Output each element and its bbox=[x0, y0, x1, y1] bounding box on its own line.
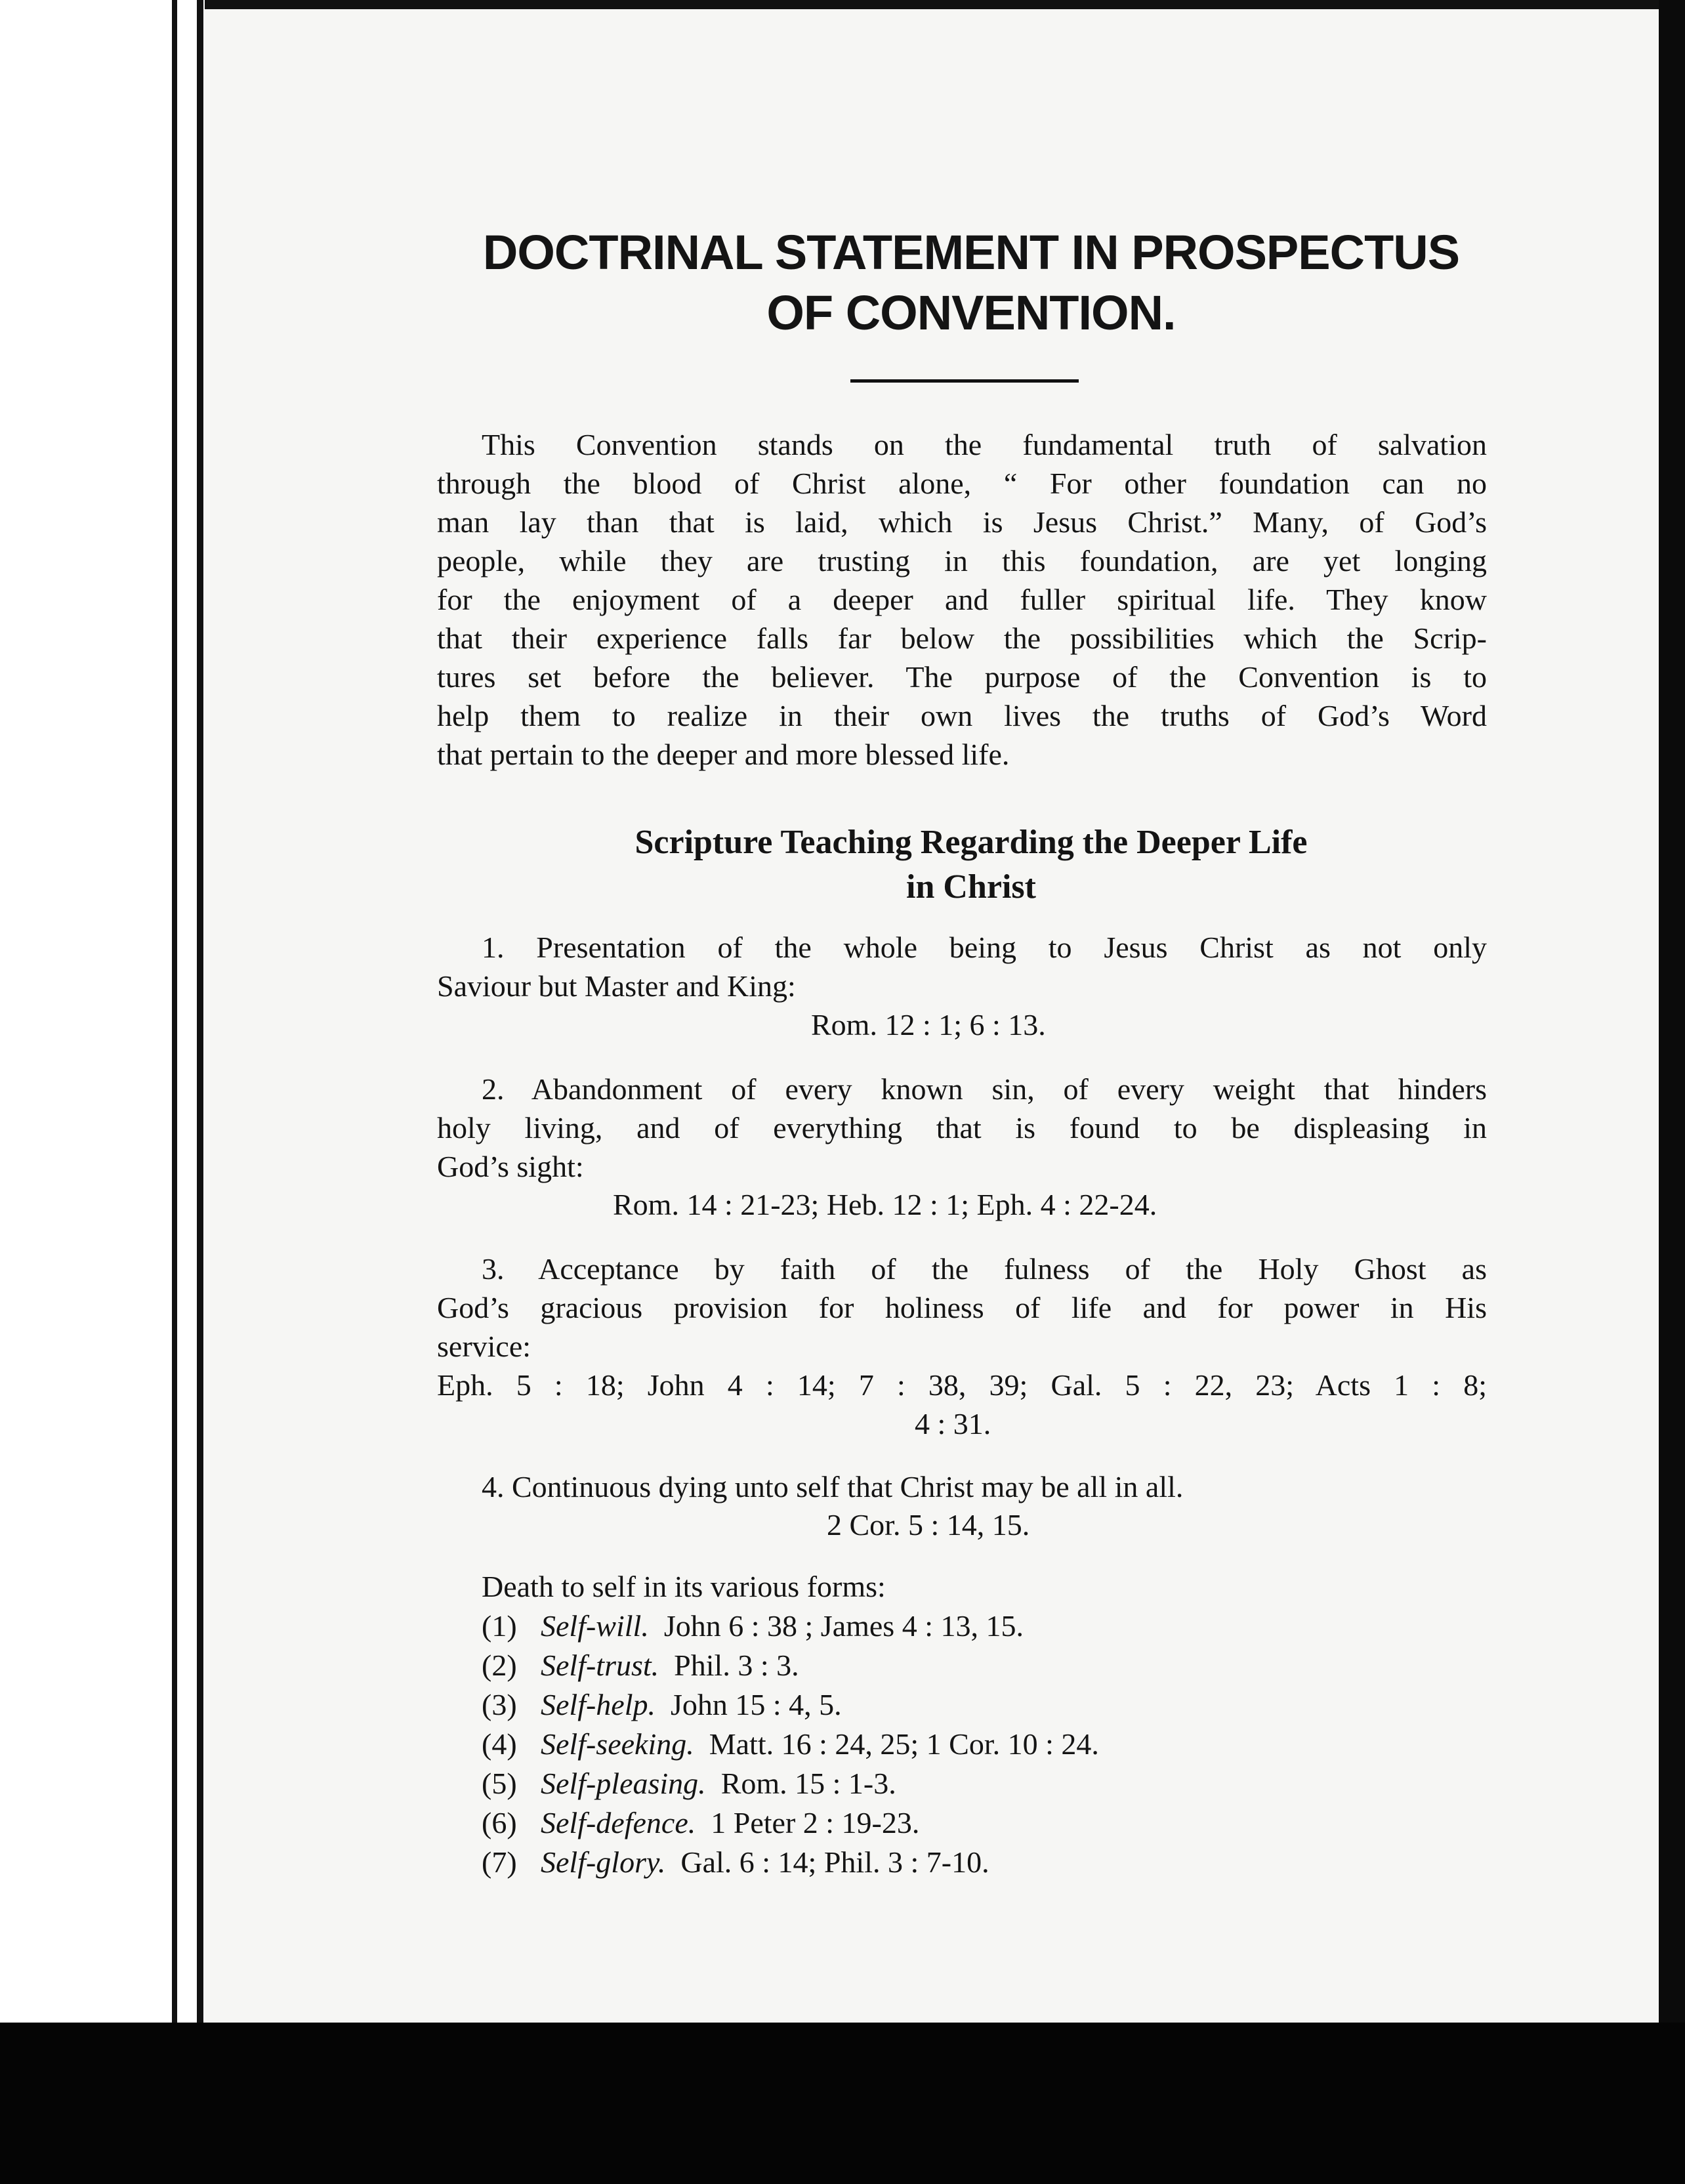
item-refs: John 6 : 38 ; James 4 : 13, 15. bbox=[663, 1609, 1024, 1643]
intro-paragraph bbox=[437, 425, 1487, 774]
item-line: holy living, and of everything that is found to be displeasing in bbox=[437, 1111, 1487, 1144]
list-item bbox=[482, 1685, 1099, 1725]
intro-line: This Convention stands on the fundamental truth of salvation bbox=[482, 428, 1487, 461]
section-heading: Scripture Teaching Regarding the Deeper Life bbox=[634, 824, 1308, 861]
intro-line: people, while they are trusting in this foundation, are yet longing bbox=[437, 544, 1487, 578]
page-title: DOCTRINAL STATEMENT IN PROSPECTUS bbox=[482, 225, 1460, 280]
intro-line: man lay than that is laid, which is Jesus Christ.” Many, of God’s bbox=[437, 505, 1487, 539]
item-term: Self-seeking. bbox=[541, 1727, 694, 1761]
title-divider bbox=[850, 379, 1079, 383]
list-item bbox=[482, 1843, 1099, 1882]
item-term: Self-help. bbox=[541, 1688, 655, 1721]
list-item bbox=[482, 1803, 1099, 1843]
intro-line: that pertain to the deeper and more blessed life. bbox=[437, 738, 1010, 771]
death-to-self-list bbox=[482, 1567, 1099, 1882]
item-number: (7) bbox=[482, 1845, 517, 1879]
binding-line bbox=[172, 0, 177, 2184]
scripture-reference: Rom. 12 : 1; 6 : 13. bbox=[811, 1008, 1046, 1041]
item-line: 1. Presentation of the whole being to Jesus Christ as not only bbox=[482, 931, 1487, 964]
item-refs: Matt. 16 : 24, 25; 1 Cor. 10 : 24. bbox=[709, 1727, 1099, 1761]
item-line: God’s sight: bbox=[437, 1150, 584, 1183]
item-refs: John 15 : 4, 5. bbox=[671, 1688, 842, 1721]
item-term: Self-glory. bbox=[541, 1845, 666, 1879]
item-refs: Rom. 15 : 1-3. bbox=[720, 1767, 896, 1800]
scripture-reference: 2 Cor. 5 : 14, 15. bbox=[827, 1508, 1030, 1542]
item-refs: Gal. 6 : 14; Phil. 3 : 7-10. bbox=[680, 1845, 989, 1879]
intro-line: that their experience falls far below the possibilities which the Scrip- bbox=[437, 621, 1487, 655]
scripture-reference-block bbox=[437, 1366, 1487, 1404]
item-term: Self-defence. bbox=[541, 1806, 696, 1839]
list-item bbox=[482, 1725, 1099, 1764]
item-line: God’s gracious provision for holiness of life and for power in His bbox=[437, 1291, 1487, 1324]
item-line: 2. Abandonment of every known sin, of every weight that hinders bbox=[482, 1072, 1487, 1106]
item-line: Saviour but Master and King: bbox=[437, 969, 796, 1003]
list-item bbox=[482, 1646, 1099, 1685]
item-number: (5) bbox=[482, 1767, 517, 1800]
intro-line: tures set before the believer. The purpose of the Convention is to bbox=[437, 660, 1487, 694]
item-number: (6) bbox=[482, 1806, 517, 1839]
scripture-reference: Rom. 14 : 21-23; Heb. 12 : 1; Eph. 4 : 22-24. bbox=[613, 1188, 1157, 1221]
intro-line: for the enjoyment of a deeper and fuller spiritual life. They know bbox=[437, 583, 1487, 616]
list-item bbox=[482, 1606, 1099, 1646]
binding-line bbox=[197, 0, 203, 2184]
scan-right-border bbox=[1659, 0, 1685, 2184]
item-line: 3. Acceptance by faith of the fulness of the Holy Ghost as bbox=[482, 1252, 1487, 1286]
doctrine-item-2 bbox=[437, 1070, 1487, 1186]
doctrine-item-1 bbox=[437, 928, 1487, 1005]
list-item bbox=[482, 1764, 1099, 1803]
intro-line: through the blood of Christ alone, “ For other foundation can no bbox=[437, 467, 1487, 500]
scan-bottom-border bbox=[0, 2023, 1685, 2184]
item-number: (4) bbox=[482, 1727, 517, 1761]
list-heading: Death to self in its various forms: bbox=[482, 1570, 886, 1603]
doctrine-item-3 bbox=[437, 1250, 1487, 1366]
scripture-reference: 4 : 31. bbox=[915, 1407, 991, 1440]
intro-line: help them to realize in their own lives the truths of God’s Word bbox=[437, 699, 1487, 732]
doctrine-item-4: 4. Continuous dying unto self that Christ may be all in all. bbox=[482, 1470, 1184, 1503]
item-refs: 1 Peter 2 : 19-23. bbox=[711, 1806, 920, 1839]
section-heading-continued: in Christ bbox=[906, 868, 1036, 906]
item-term: Self-pleasing. bbox=[541, 1767, 706, 1800]
scan-top-border bbox=[0, 0, 1685, 9]
item-term: Self-trust. bbox=[541, 1648, 659, 1682]
item-line: service: bbox=[437, 1330, 531, 1363]
item-number: (2) bbox=[482, 1648, 517, 1682]
scripture-reference: Eph. 5 : 18; John 4 : 14; 7 : 38, 39; Gal. 5 : 22, 23; Acts 1 : 8; bbox=[437, 1368, 1487, 1402]
item-number: (3) bbox=[482, 1688, 517, 1721]
item-number: (1) bbox=[482, 1609, 517, 1643]
item-term: Self-will. bbox=[541, 1609, 649, 1643]
page-title-continued: OF CONVENTION. bbox=[766, 285, 1176, 340]
item-refs: Phil. 3 : 3. bbox=[674, 1648, 799, 1682]
